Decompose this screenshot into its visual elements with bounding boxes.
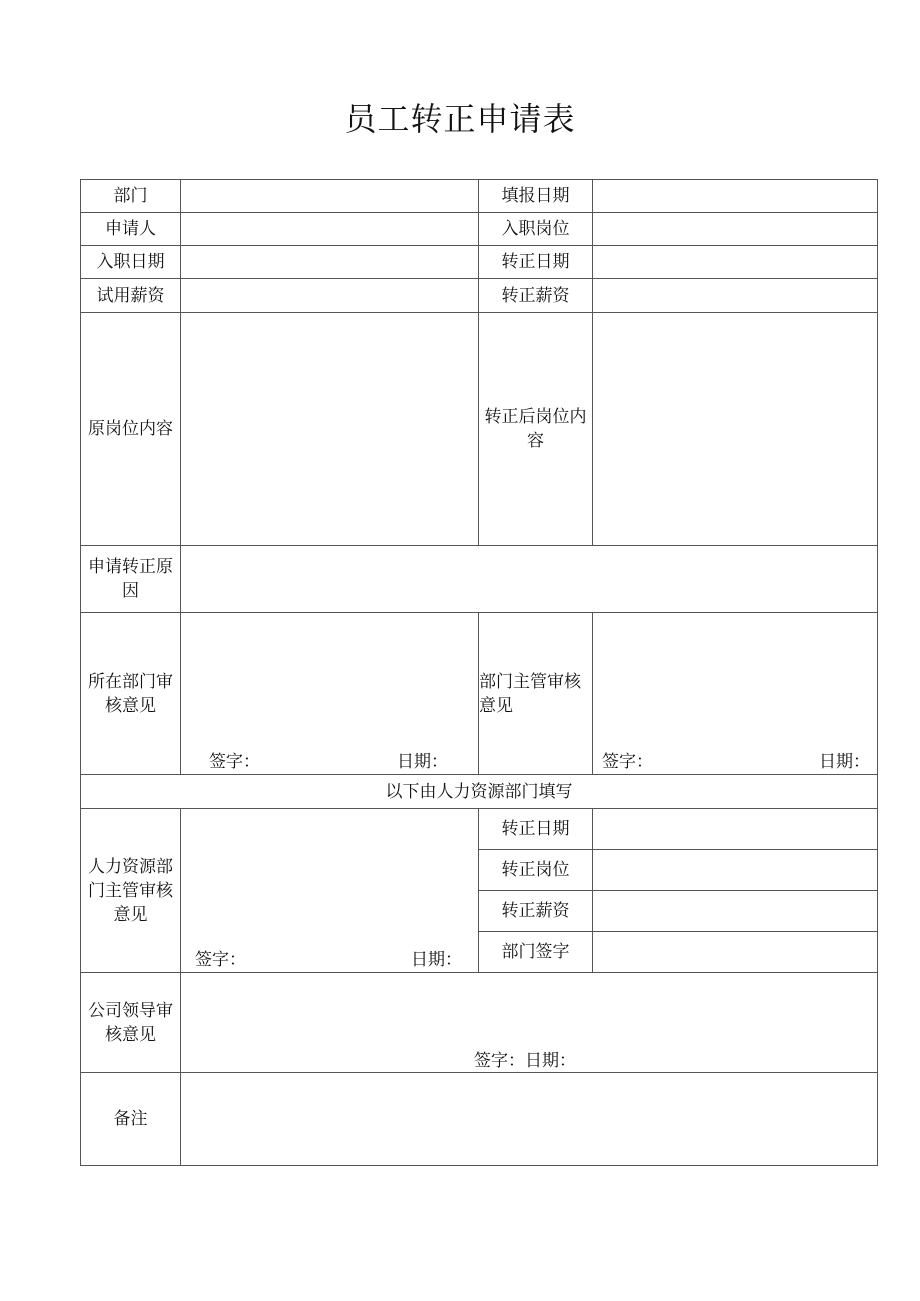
hire-date-label: 入职日期	[81, 246, 181, 279]
hr-confirm-salary-field[interactable]	[593, 891, 878, 932]
hr-confirm-date-label: 转正日期	[479, 809, 593, 850]
confirm-salary-label: 转正薪资	[479, 279, 593, 313]
leader-review-signature-date: 签字：日期：	[474, 1051, 576, 1071]
supervisor-review-date: 日期：	[819, 752, 870, 772]
leader-review-label: 公司领导审核意见	[81, 973, 181, 1073]
supervisor-review-signature: 签字：	[602, 752, 653, 772]
hr-confirm-position-label: 转正岗位	[479, 850, 593, 891]
dept-review-date: 日期：	[397, 752, 448, 772]
applicant-field[interactable]	[181, 213, 479, 246]
leader-review-field[interactable]	[181, 973, 878, 1073]
fill-date-label: 填报日期	[479, 180, 593, 213]
hire-date-field[interactable]	[181, 246, 479, 279]
new-content-field[interactable]	[593, 313, 878, 546]
confirm-date-field[interactable]	[593, 246, 878, 279]
hr-review-field[interactable]	[181, 809, 479, 973]
hr-review-date: 日期：	[411, 950, 462, 970]
original-content-field[interactable]	[181, 313, 479, 546]
hr-confirm-date-field[interactable]	[593, 809, 878, 850]
dept-sign-field[interactable]	[593, 932, 878, 973]
hr-confirm-salary-label: 转正薪资	[479, 891, 593, 932]
hr-section-header: 以下由人力资源部门填写	[81, 775, 878, 809]
hire-position-field[interactable]	[593, 213, 878, 246]
supervisor-review-field[interactable]	[593, 613, 878, 775]
application-form	[80, 179, 878, 1166]
hr-review-label: 人力资源部门主管审核意见	[81, 809, 181, 973]
hire-position-label: 入职岗位	[479, 213, 593, 246]
department-label: 部门	[81, 180, 181, 213]
fill-date-field[interactable]	[593, 180, 878, 213]
remarks-label: 备注	[81, 1073, 181, 1166]
supervisor-review-label: 部门主管审核意见	[479, 613, 593, 775]
confirm-salary-field[interactable]	[593, 279, 878, 313]
new-content-label: 转正后岗位内容	[479, 313, 593, 546]
department-field[interactable]	[181, 180, 479, 213]
dept-review-label: 所在部门审核意见	[81, 613, 181, 775]
remarks-field[interactable]	[181, 1073, 878, 1166]
dept-review-signature: 签字：	[209, 752, 260, 772]
confirm-date-label: 转正日期	[479, 246, 593, 279]
hr-confirm-position-field[interactable]	[593, 850, 878, 891]
reason-label: 申请转正原因	[81, 546, 181, 613]
probation-salary-label: 试用薪资	[81, 279, 181, 313]
hr-review-signature: 签字：	[195, 950, 246, 970]
reason-field[interactable]	[181, 546, 878, 613]
dept-sign-label: 部门签字	[479, 932, 593, 973]
dept-review-field[interactable]	[181, 613, 479, 775]
applicant-label: 申请人	[81, 213, 181, 246]
original-content-label: 原岗位内容	[81, 313, 181, 546]
probation-salary-field[interactable]	[181, 279, 479, 313]
form-title: 员工转正申请表	[344, 100, 576, 138]
